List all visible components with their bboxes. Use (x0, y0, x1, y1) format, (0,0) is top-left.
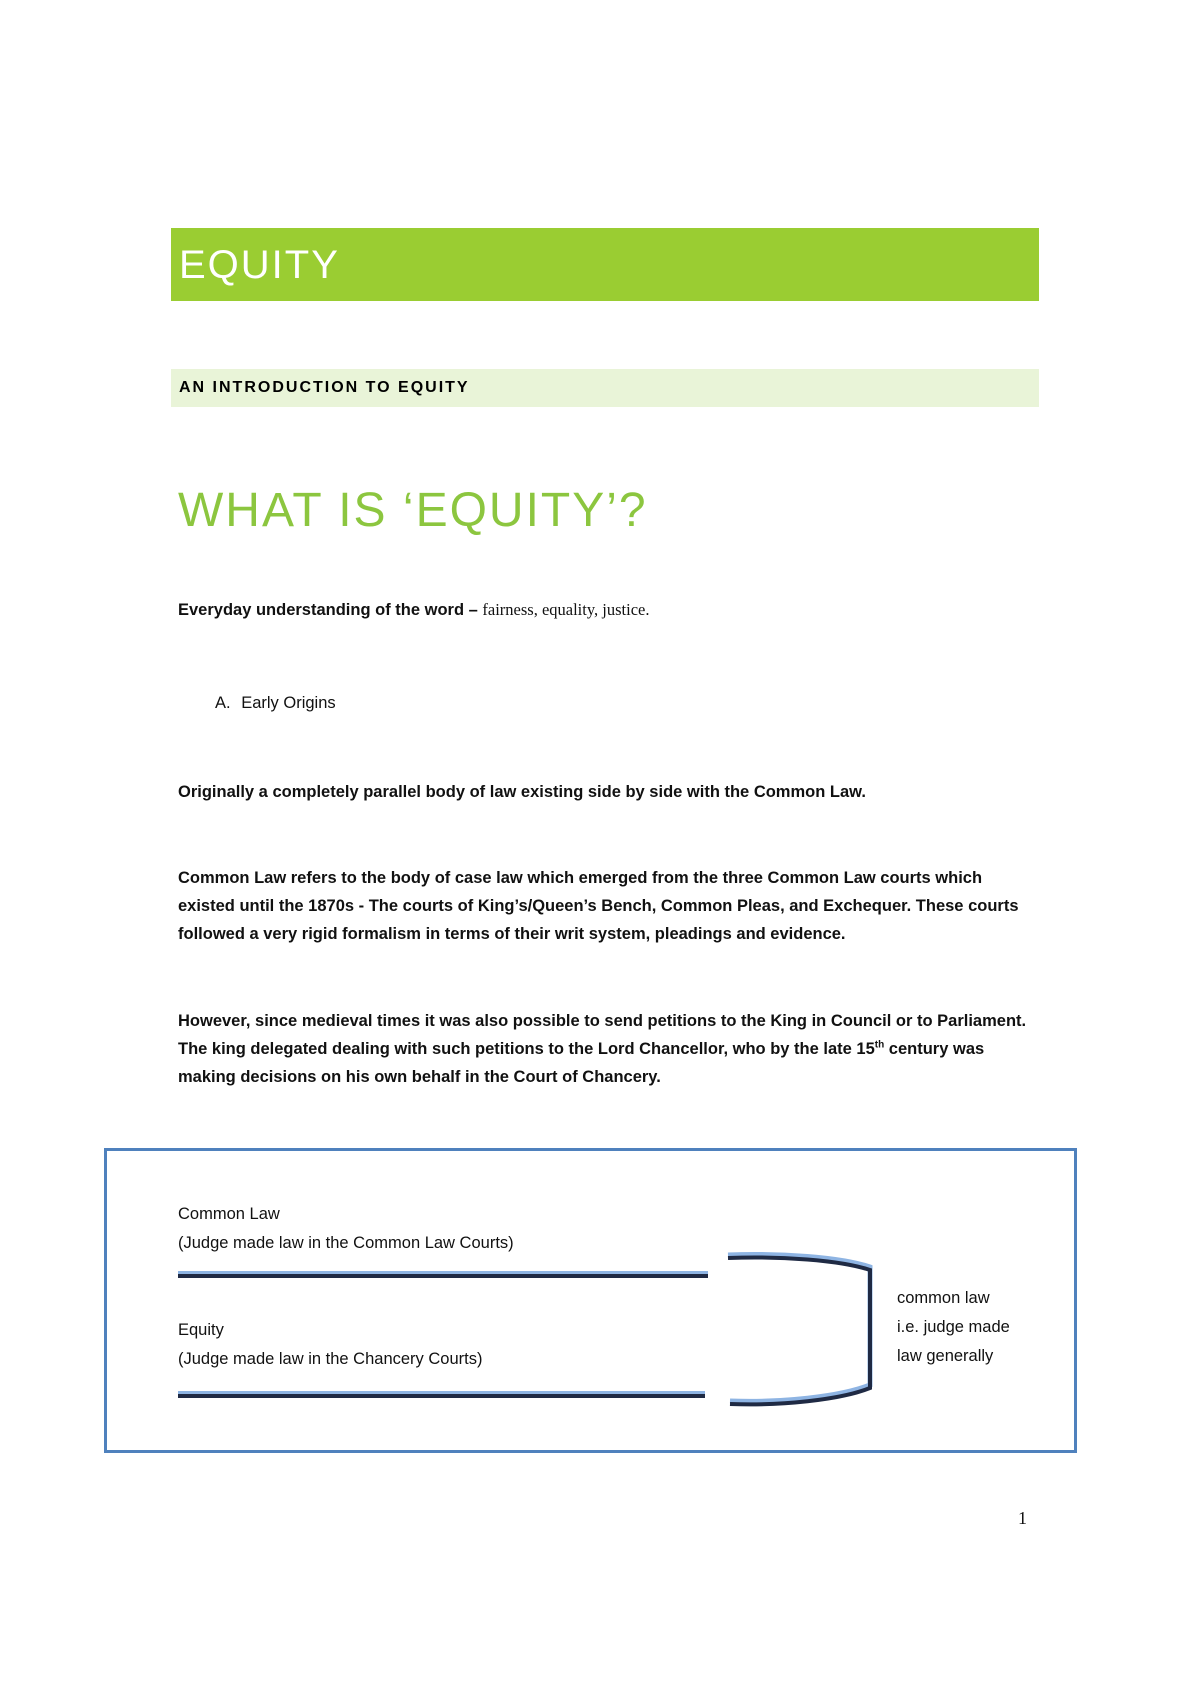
paragraph-1: Originally a completely parallel body of law existing side by side with the Common Law. (178, 783, 866, 801)
diagram-result (897, 1284, 1010, 1371)
equity-desc: (Judge made law in the Chancery Courts) (178, 1350, 483, 1368)
diagram-common-law (178, 1200, 514, 1258)
page-number: 1 (1018, 1508, 1027, 1528)
equity-line (178, 1394, 705, 1398)
equity-title: Equity (178, 1321, 224, 1339)
document-subtitle: AN INTRODUCTION TO EQUITY (179, 379, 470, 396)
paragraph-3-part-a: However, since medieval times it was also possible to send petitions to the King in Council or to Parliament. The king delegated dealing with such petitions to the Lord Chancellor, who by the late 15 (178, 1012, 1027, 1058)
bracket-connector (720, 1248, 880, 1418)
list-item-early-origins (215, 694, 336, 713)
list-item-label: Early Origins (241, 694, 336, 712)
everyday-label: Everyday understanding of the word – (178, 601, 483, 619)
document-title: EQUITY (179, 243, 340, 287)
result-line-3: law generally (897, 1347, 994, 1365)
result-line-2: i.e. judge made (897, 1318, 1010, 1336)
paragraph-3 (178, 1007, 1038, 1091)
section-heading: WHAT IS ‘EQUITY’? (178, 484, 648, 537)
paragraph-3-part-b: century was making decisions on his own behalf in the Court of Chancery. (178, 1040, 985, 1086)
title-banner (171, 228, 1039, 301)
subtitle-banner (171, 369, 1039, 407)
common-law-desc: (Judge made law in the Common Law Courts) (178, 1234, 514, 1252)
result-line-1: common law (897, 1289, 990, 1307)
paragraph-2: Common Law refers to the body of case law which emerged from the three Common Law courts which existed until the 1870s - The courts of King’s/Queen’s Bench, Common Pleas, and Exchequer. These courts followed a very rigid formalism in terms of their writ system, pleadings and evidence. (178, 869, 1019, 943)
everyday-paragraph (178, 596, 1038, 624)
diagram-equity (178, 1316, 482, 1374)
paragraph-3-superscript: th (874, 1039, 885, 1051)
common-law-line (178, 1274, 708, 1278)
everyday-value: fairness, equality, justice. (482, 600, 650, 619)
list-marker: A. (215, 694, 231, 712)
common-law-title: Common Law (178, 1205, 280, 1223)
